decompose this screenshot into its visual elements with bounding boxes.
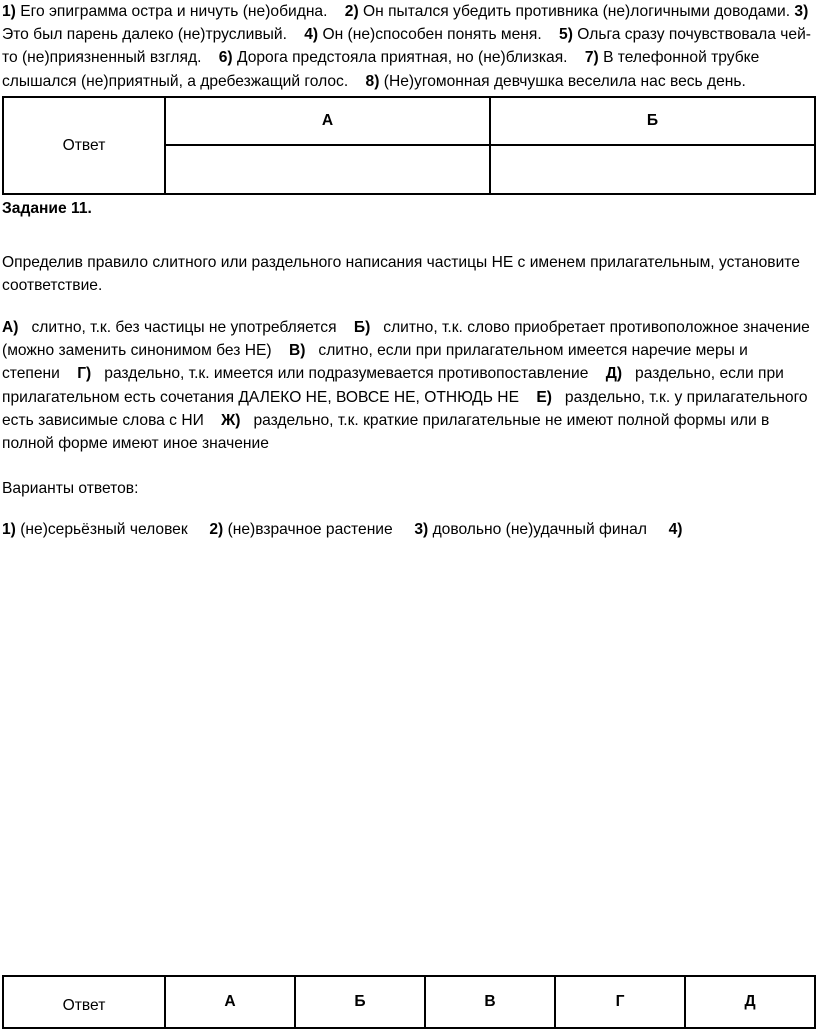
variant-number: 1)	[2, 521, 16, 538]
column-header-a: А	[165, 97, 490, 145]
column-header-g: Г	[555, 976, 685, 1028]
rule-letter: Г)	[77, 365, 92, 383]
variant-text: (не)серьёзный человек	[20, 521, 188, 538]
item-number: 8)	[365, 72, 380, 90]
variants-label: Варианты ответов:	[2, 480, 139, 497]
task10-answer-table	[2, 96, 816, 195]
column-header-a: А	[165, 976, 295, 1028]
variant-text: (не)взрачное растение	[227, 521, 393, 538]
sentence-text: Дорога предстояла приятная, но (не)близкая.	[236, 49, 568, 67]
variant-text: довольно (не)удачный финал	[432, 521, 647, 538]
item-number: 4)	[304, 26, 319, 44]
rule-text: слитно, если при прилагательном имеется наречие меры и степени	[2, 342, 748, 383]
task11-rules	[2, 316, 814, 455]
rule-text: слитно, т.к. без частицы не употребляется	[31, 319, 337, 336]
sentence-text: Он (не)способен понять меня.	[322, 26, 542, 44]
item-number: 2)	[344, 3, 359, 20]
column-header-v: В	[425, 976, 555, 1028]
variant-number: 3)	[414, 521, 429, 538]
rule-text: раздельно, т.к. имеется или подразумевается противопоставление	[104, 365, 589, 383]
answer-label: Ответ	[3, 97, 165, 194]
item-number: 5)	[559, 26, 573, 44]
task10-sentences	[2, 0, 814, 93]
answer-cell-a[interactable]	[165, 145, 490, 194]
rule-letter: Е)	[536, 388, 552, 406]
sentence-text: Ольга сразу почувствовала чей-то (не)приязненный взгляд.	[2, 26, 811, 67]
rule-letter: Ж)	[221, 411, 241, 429]
column-header-d: Д	[685, 976, 815, 1028]
rule-letter: В)	[288, 342, 306, 360]
sentence-text: Это был парень далеко (не)трусливый.	[2, 26, 287, 44]
rule-letter: Б)	[353, 319, 371, 336]
sentence-text: В телефонной трубке слышался (не)приятный, а дребезжащий голос.	[2, 49, 760, 90]
task11-instruction: Определив правило слитного или раздельного написания частицы НЕ с именем прилагательным, установите соответствие.	[2, 254, 800, 295]
item-number: 7)	[584, 49, 599, 67]
rule-text: раздельно, если при прилагательном есть сочетания ДАЛЕКО НЕ, ВОВСЕ НЕ, ОТНЮДЬ НЕ	[2, 365, 784, 406]
item-number: 3)	[794, 3, 809, 20]
task11-answer-table	[2, 975, 816, 1029]
rule-text: раздельно, т.к. краткие прилагательные не имеют полной формы или в полной форме имеют иное значение	[2, 411, 770, 453]
column-header-b: Б	[295, 976, 425, 1028]
rule-letter: Д)	[605, 365, 623, 383]
task11-variants	[2, 518, 814, 541]
rule-letter: А)	[2, 319, 19, 336]
item-number: 6)	[218, 49, 233, 67]
answer-cell-b[interactable]	[490, 145, 815, 194]
rule-text: раздельно, т.к. у прилагательного есть зависимые слова с НИ	[2, 388, 808, 429]
variant-number: 4)	[668, 521, 683, 538]
sentence-text: (Не)угомонная девчушка веселила нас весь день.	[383, 72, 746, 90]
task11-title: Задание 11.	[2, 200, 92, 217]
sentence-text: Он пытался убедить противника (не)логичными доводами.	[363, 3, 791, 20]
sentence-text: Его эпиграмма остра и ничуть (не)обидна.	[20, 3, 328, 20]
answer-label: Ответ	[3, 976, 165, 1028]
item-number: 1)	[2, 3, 16, 20]
column-header-b: Б	[490, 97, 815, 145]
rule-text: слитно, т.к. слово приобретает противоположное значение (можно заменить синонимом без НЕ)	[2, 319, 810, 360]
variant-number: 2)	[209, 521, 224, 538]
